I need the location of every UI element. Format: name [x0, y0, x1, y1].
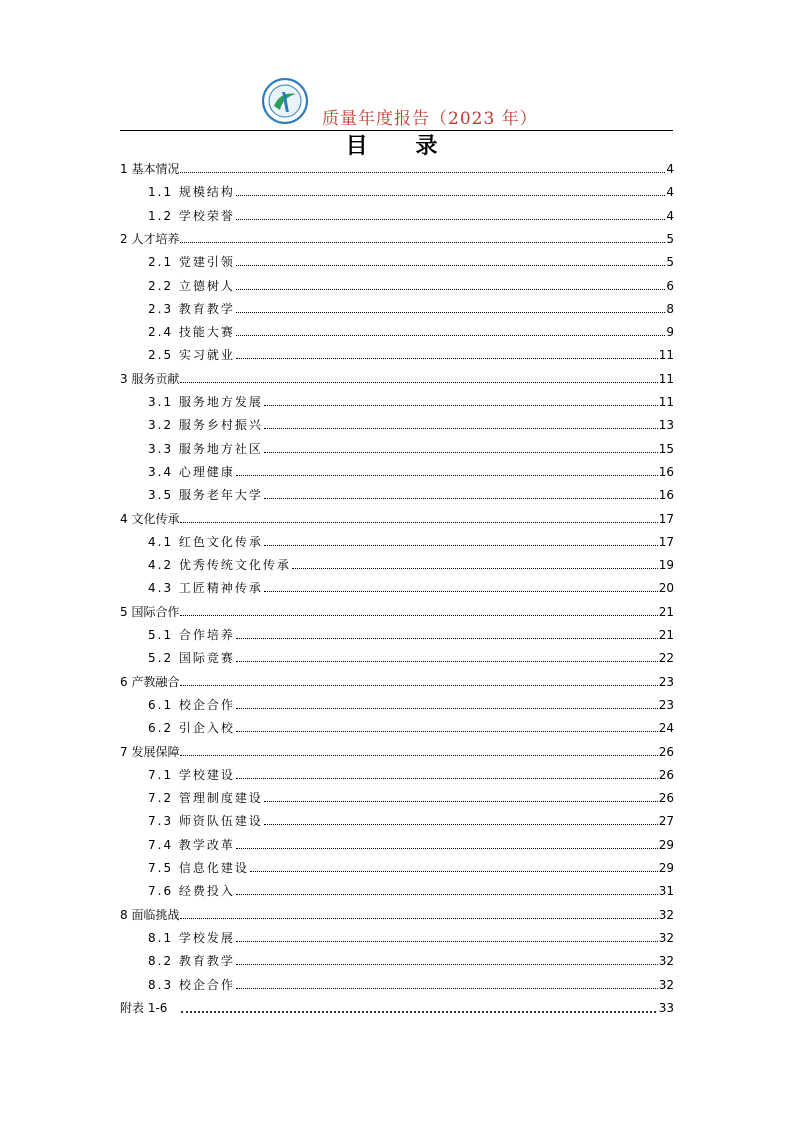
toc-subsection-entry[interactable]: [148, 342, 674, 362]
toc-entry-label: 2.4 技能大赛: [148, 325, 235, 340]
toc-page-number: 33: [658, 1000, 674, 1015]
toc-entry-label: 3.1 服务地方发展: [148, 395, 263, 409]
toc-dot-leader: [264, 452, 658, 453]
toc-page-number: 11: [658, 395, 674, 409]
toc-dot-leader: [264, 428, 658, 429]
toc-subsection-entry[interactable]: [148, 808, 674, 828]
toc-page-number: 16: [658, 488, 674, 503]
toc-subsection-entry[interactable]: [148, 459, 674, 479]
toc-entry-label: 1 基本情况: [120, 162, 180, 176]
toc-dot-leader: [180, 242, 665, 243]
toc-entry-label: 7.1 学校建设: [148, 767, 235, 782]
toc-dot-leader: [264, 824, 658, 825]
toc-dot-leader: [236, 312, 665, 313]
toc-section-entry[interactable]: [120, 226, 674, 246]
toc-page-number: 15: [658, 441, 674, 456]
toc-page-number: 29: [658, 861, 674, 875]
toc-section-entry[interactable]: [120, 902, 674, 922]
toc-section-entry[interactable]: [120, 156, 674, 176]
toc-page-number: 32: [658, 977, 674, 992]
toc-page-number: 21: [658, 628, 674, 642]
toc-dot-leader: [236, 848, 658, 849]
toc-section-entry[interactable]: [120, 995, 674, 1015]
toc-entry-label: 7 发展保障: [120, 744, 180, 759]
toc-page-number: 20: [658, 581, 674, 596]
toc-entry-label: 6 产教融合: [120, 674, 180, 689]
toc-entry-label: 7.2 管理制度建设: [148, 791, 263, 806]
toc-entry-label: 8 面临挑战: [120, 907, 180, 922]
toc-subsection-entry[interactable]: [148, 296, 674, 316]
toc-entry-label: 7.4 教学改革: [148, 837, 235, 852]
toc-dot-leader: [180, 918, 657, 919]
toc-page-number: 17: [658, 511, 674, 526]
toc-page-number: 32: [658, 930, 674, 945]
toc-subsection-entry[interactable]: [148, 948, 674, 968]
toc-entry-label: 7.3 师资队伍建设: [148, 814, 263, 829]
toc-entry-label: 7.6 经费投入: [148, 884, 235, 899]
toc-dot-leader: [264, 801, 658, 802]
toc-dot-leader: [264, 591, 658, 592]
toc-subsection-entry[interactable]: [148, 552, 674, 572]
toc-dot-leader: [236, 335, 665, 336]
toc-page-number: 4: [666, 185, 674, 200]
toc-page-number: 19: [658, 558, 674, 573]
toc-subsection-entry[interactable]: [148, 622, 674, 642]
toc-page-number: 32: [658, 954, 674, 969]
toc-entry-label: 3.3 服务地方社区: [148, 441, 263, 456]
toc-subsection-entry[interactable]: [148, 692, 674, 712]
toc-entry-label: 8.2 教育教学: [148, 954, 235, 969]
toc-entry-label: 3 服务贡献: [120, 371, 180, 386]
toc-entry-label: 2 人才培养: [120, 231, 180, 246]
toc-page-number: 11: [658, 371, 674, 386]
toc-dot-leader: [180, 615, 657, 616]
toc-page-number: 17: [658, 534, 674, 549]
toc-entry-label: 4.2 优秀传统文化传承: [148, 558, 291, 573]
toc-entry-label: 6.2 引企入校: [148, 721, 235, 736]
toc-entry-label: 6.1 校企合作: [148, 697, 235, 712]
toc-entry-label: 4.3 工匠精神传承: [148, 581, 263, 596]
toc-entry-label: 1.1 规模结构: [148, 185, 235, 200]
toc-entry-label: 附表 1-6: [120, 1000, 168, 1015]
toc-entry-label: 3.2 服务乡村振兴: [148, 418, 263, 433]
toc-dot-leader: [236, 778, 658, 779]
toc-subsection-entry[interactable]: [148, 482, 674, 502]
school-emblem-icon: [262, 78, 308, 124]
toc-page-number: 5: [666, 231, 674, 246]
toc-entry-label: 2.2 立德树人: [148, 278, 235, 293]
toc-page-number: 27: [658, 814, 674, 829]
toc-subsection-entry[interactable]: [148, 412, 674, 432]
toc-page-number: 5: [666, 255, 674, 270]
toc-entry-label: 4.1 红色文化传承: [148, 534, 263, 549]
toc-subsection-entry[interactable]: [148, 575, 674, 595]
toc-dot-leader: [236, 661, 658, 662]
toc-section-entry[interactable]: [120, 506, 674, 526]
toc-section-entry[interactable]: [120, 366, 674, 386]
toc-subsection-entry[interactable]: [148, 855, 674, 875]
toc-page-number: 13: [658, 418, 674, 433]
toc-section-entry[interactable]: [120, 739, 674, 759]
toc-page-number: 26: [658, 744, 674, 759]
toc-dot-leader: [236, 894, 658, 895]
report-title: 质量年度报告（2023 年）: [322, 109, 538, 129]
toc-entry-label: 3.4 心理健康: [148, 464, 235, 479]
toc-page-number: 29: [658, 837, 674, 852]
toc-entry-label: 5.1 合作培养: [148, 628, 235, 642]
toc-entry-label: 5 国际合作: [120, 604, 180, 619]
toc-dot-leader: [236, 475, 658, 476]
toc-dot-leader: [180, 685, 657, 686]
toc-page-number: 26: [658, 767, 674, 782]
toc-page-number: 32: [658, 907, 674, 922]
toc-dot-leader: [236, 941, 658, 942]
page-header: [0, 0, 793, 132]
toc-dot-leader: [264, 405, 658, 406]
toc-page-number: 23: [658, 697, 674, 712]
toc-subsection-entry[interactable]: [148, 878, 674, 898]
toc-entry-label: 7.5 信息化建设: [148, 861, 249, 875]
toc-page-number: 16: [658, 464, 674, 479]
toc-page-number: 26: [658, 791, 674, 806]
toc-subsection-entry[interactable]: [148, 436, 674, 456]
toc-dot-leader: [180, 522, 657, 523]
toc-subsection-entry[interactable]: [148, 785, 674, 805]
toc-section-entry[interactable]: [120, 599, 674, 619]
toc-dot-leader: [236, 358, 658, 359]
toc-dot-leader: [180, 755, 657, 756]
toc-page-number: 21: [658, 604, 674, 619]
toc-subsection-entry[interactable]: [148, 249, 674, 269]
toc-entry-label: 3.5 服务老年大学: [148, 488, 263, 503]
toc-entry-label: 2.3 教育教学: [148, 301, 235, 316]
toc-subsection-entry[interactable]: [148, 645, 674, 665]
toc-entry-label: 2.5 实习就业: [148, 348, 235, 363]
toc-subsection-entry[interactable]: [148, 203, 674, 223]
toc-page-number: 23: [658, 674, 674, 689]
toc-entry-label: 8.1 学校发展: [148, 930, 235, 945]
toc-dot-leader: [180, 172, 665, 173]
toc-subsection-entry[interactable]: [148, 925, 674, 945]
toc-dot-leader: [180, 382, 657, 383]
toc-subsection-entry[interactable]: [148, 832, 674, 852]
toc-dot-leader: [236, 195, 665, 196]
toc-subsection-entry[interactable]: [148, 715, 674, 735]
toc-dot-leader: [181, 1011, 655, 1013]
toc-page-number: 31: [658, 884, 674, 899]
toc-subsection-entry[interactable]: [148, 529, 674, 549]
toc-dot-leader: [264, 545, 658, 546]
toc-page-number: 24: [658, 721, 674, 736]
toc-dot-leader: [236, 638, 658, 639]
toc-subsection-entry[interactable]: [148, 319, 674, 339]
toc-subsection-entry[interactable]: [148, 273, 674, 293]
toc-entry-label: 5.2 国际竞赛: [148, 651, 235, 666]
toc-dot-leader: [236, 964, 658, 965]
toc-page-number: 22: [658, 651, 674, 666]
toc-page-number: 4: [666, 208, 674, 223]
toc-page-number: 11: [658, 348, 674, 363]
toc-dot-leader: [236, 731, 658, 732]
toc-subsection-entry[interactable]: [148, 762, 674, 782]
toc-dot-leader: [292, 568, 658, 569]
toc-dot-leader: [250, 871, 658, 872]
toc-dot-leader: [236, 219, 665, 220]
toc-entry-label: 8.3 校企合作: [148, 977, 235, 992]
toc-subsection-entry[interactable]: [148, 389, 674, 409]
toc-entry-label: 2.1 党建引领: [148, 255, 235, 270]
toc-dot-leader: [236, 708, 658, 709]
toc-page-number: 4: [666, 162, 674, 176]
toc-entry-label: 4 文化传承: [120, 511, 180, 526]
toc-dot-leader: [236, 265, 665, 266]
toc-subsection-entry[interactable]: [148, 179, 674, 199]
toc-page-number: 9: [666, 325, 674, 340]
toc-dot-leader: [236, 988, 658, 989]
toc-title: 目 录: [345, 134, 458, 159]
toc-page-number: 6: [666, 278, 674, 293]
toc-page-number: 8: [666, 301, 674, 316]
toc-entry-label: 1.2 学校荣誉: [148, 208, 235, 223]
toc-dot-leader: [264, 498, 658, 499]
toc-section-entry[interactable]: [120, 669, 674, 689]
toc-subsection-entry[interactable]: [148, 972, 674, 992]
toc-dot-leader: [236, 289, 665, 290]
